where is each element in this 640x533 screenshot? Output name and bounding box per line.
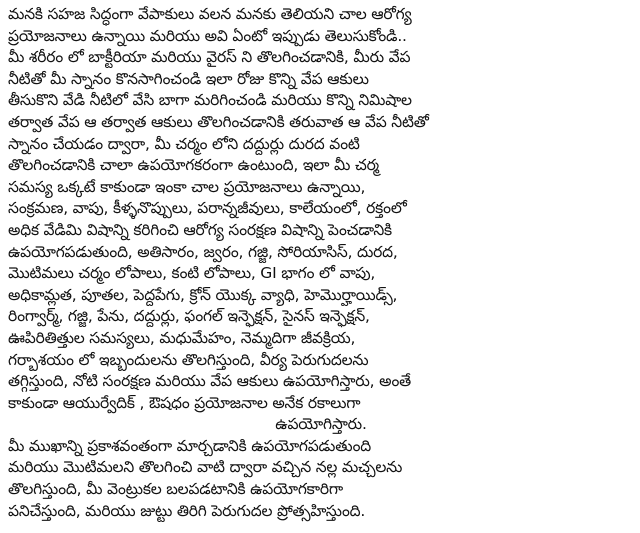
text-line: అధికామ్లత, పూతల, పెద్దపేగు, క్రోన్ యొక్క వ్యాధి, హెమొర్హాయిడ్స్, (8, 285, 398, 304)
text-line: తొలగిస్తుంది, మీ వెంట్రుకల బలపడటానికి ఉపయోగకారిగా (8, 480, 343, 499)
text-line: రింగ్వార్మ్, గజ్జి, పేను, దద్దుర్లు, ఫంగల్ ఇన్ఫెక్షన్, సైనస్ ఇన్ఫెక్షన్, (8, 307, 370, 326)
text-line: కాకుండా ఆయుర్వేదిక్ , ఔషధం ప్రయోజనాల అనేక రకాలుగా (8, 393, 361, 412)
text-line: తొలగించడానికి చాలా ఉపయోగకరంగా ఉంటుంది, ఇలా మీ చర్మ (8, 156, 379, 175)
text-line: మరియు మొటిమలని తొలగించి వాటి ద్వారా వచ్చిన నల్ల మచ్చలను (8, 458, 403, 477)
text-line: ప్రయోజనాలు ఉన్నాయి మరియు అవి ఏంటో ఇప్పుడు తెలుసుకోండి.. (8, 26, 407, 45)
text-line: మనకి సహజ సిద్ధంగా వేపాకులు వలన మనకు తెలియని చాల ఆరోగ్య (8, 5, 412, 23)
text-line: తగ్గిస్తుంది, నోటి సంరక్షణ మరియు వేప ఆకులు ఉపయోగిస్తారు, అంతే (8, 372, 412, 391)
text-line: సంక్రమణ, వాపు, కీళ్ళనొప్పులు, పరాన్నజీవులు, కాలేయంలో, రక్తంలో (8, 199, 407, 218)
text-line: తర్వాత వేప ఆ తర్వాత ఆకులు తొలగించడానికి తరువాత ఆ వేప నీటితో (8, 112, 429, 131)
text-line: మీ శరీరం లో బాక్టీరియా మరియు వైరస్ ని తొలగించడానికి, మీరు వేప (8, 48, 411, 67)
text-line: ఉపయోగిస్తారు. (275, 415, 367, 434)
text-line: మీ ముఖాన్ని ప్రకాశవంతంగా మార్చడానికి ఉపయోగపడుతుంది (8, 436, 372, 455)
text-line: సమస్య ఒక్కటే కాకుండా ఇంకా చాల ప్రయోజనాలు ఉన్నాయి, (8, 177, 366, 196)
text-line: గర్భాశయం లో ఇబ్బందులను తొలగిస్తుంది, వీర్య పెరుగుదలను (8, 350, 369, 369)
text-line: పనిచేస్తుంది, మరియు జుట్టు తిరిగి పెరుగుదల ప్రోత్సహిస్తుంది. (8, 501, 366, 520)
text-line: మొటిమలు చర్మం లోపాలు, కంటి లోపాలు, GI భాగం లో వాపు, (8, 264, 376, 283)
text-line: అధిక వేడిమి విషాన్ని కరిగించి ఆరోగ్య సంరక్షణ విషాన్ని పెంచడానికి (8, 220, 392, 239)
text-line: నీటితో మీ స్నానం కొనసాగించండి ఇలా రోజు కొన్ని వేప ఆకులు (8, 69, 369, 88)
text-line: తీసుకొని వేడి నీటిలో వేసి బాగా మరిగించండి మరియు కొన్ని నిమిషాల (8, 91, 412, 110)
text-line: ఊపిరితిత్తుల సమస్యలు, మధుమేహం, నెమ్మదిగా జీవక్రియ, (8, 328, 356, 347)
text-line: ఉపయోగపడుతుంది, అతిసారం, జ్వరం, గజ్జి, సోరియాసిస్, దురద, (8, 242, 398, 261)
text-line: స్నానం చేయడం ద్వారా, మీ చర్మం లోని దద్దుర్లు దురద వంటి (8, 134, 360, 153)
